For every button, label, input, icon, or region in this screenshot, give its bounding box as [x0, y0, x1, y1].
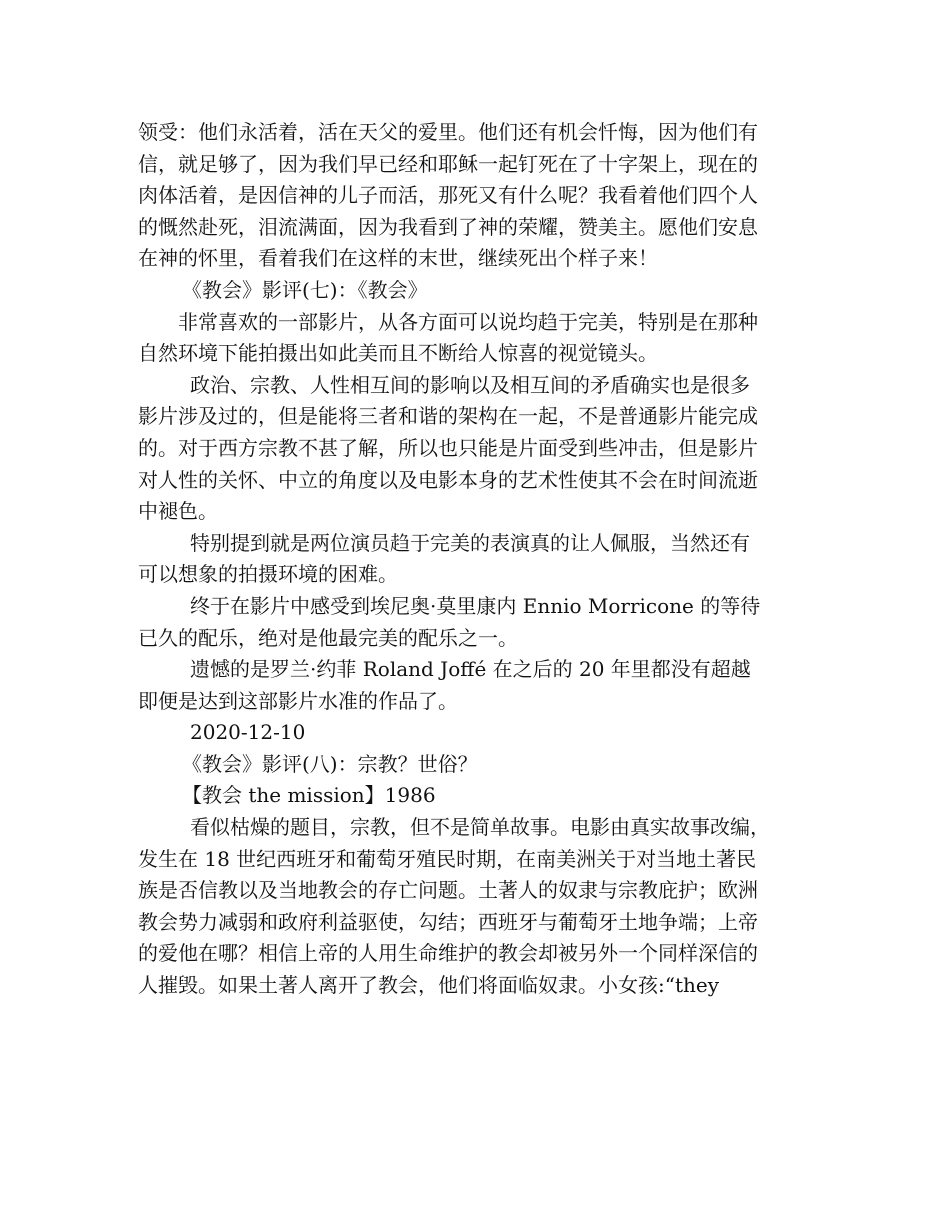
body-text-line: 的慨然赴死，泪流满面，因为我看到了神的荣耀，赞美主。愿他们安息	[138, 214, 758, 239]
body-text-line: 对人性的关怀、中立的角度以及电影本身的艺术性使其不会在时间流逝	[138, 467, 758, 492]
body-text-line: 非常喜欢的一部影片，从各方面可以说均趋于完美，特别是在那种	[178, 309, 758, 334]
film-title-line: 【教会 the mission】1986	[182, 783, 436, 808]
body-text-line: 信，就足够了，因为我们早已经和耶稣一起钉死在了十字架上，现在的	[138, 151, 758, 176]
body-text-line: 在神的怀里，看着我们在这样的末世，继续死出个样子来！	[138, 246, 658, 271]
body-text-line: 领受：他们永活着，活在天父的爱里。他们还有机会忏悔，因为他们有	[138, 120, 758, 144]
body-text-line: 看似枯燥的题目，宗教，但不是简单故事。电影由真实故事改编，	[190, 815, 770, 840]
body-text-line: 即便是达到这部影片水准的作品了。	[138, 688, 458, 713]
document-body	[138, 117, 828, 1002]
body-text-line: 终于在影片中感受到埃尼奥·莫里康内 Ennio Morricone 的等待	[190, 593, 761, 618]
body-text-line: 的爱他在哪？相信上帝的人用生命维护的教会却被另外一个同样深信的	[138, 941, 758, 966]
body-text-line: 可以想象的拍摄环境的困难。	[138, 562, 398, 587]
date-line: 2020-12-10	[190, 720, 306, 745]
body-text-line: 影片涉及过的，但是能将三者和谐的架构在一起，不是普通影片能完成	[138, 404, 758, 429]
body-text-line: 特别提到就是两位演员趋于完美的表演真的让人佩服，当然还有	[190, 530, 750, 555]
body-text-line: 自然环境下能拍摄出如此美而且不断给人惊喜的视觉镜头。	[138, 341, 658, 366]
body-text-line: 政治、宗教、人性相互间的影响以及相互间的矛盾确实也是很多	[190, 372, 750, 397]
body-text-line: 发生在 18 世纪西班牙和葡萄牙殖民时期，在南美洲关于对当地土著民	[138, 846, 757, 871]
body-text-line: 遗憾的是罗兰·约菲 Roland Joffé 在之后的 20 年里都没有超越	[190, 657, 751, 682]
body-text-line: 教会势力减弱和政府利益驱使，勾结；西班牙与葡萄牙土地争端；上帝	[138, 909, 758, 934]
body-text-line: 族是否信教以及当地教会的存亡问题。土著人的奴隶与宗教庇护；欧洲	[138, 878, 758, 903]
body-text-line: 人摧毁。如果土著人离开了教会，他们将面临奴隶。小女孩:“they	[138, 973, 720, 998]
section-heading-review-8: 《教会》影评(八)：宗教？世俗？	[182, 751, 478, 776]
body-text-line: 肉体活着，是因信神的儿子而活，那死又有什么呢？我看着他们四个人	[138, 183, 758, 208]
body-text-line: 的。对于西方宗教不甚了解，所以也只能是片面受到些冲击，但是影片	[138, 435, 758, 460]
body-text-line: 已久的配乐，绝对是他最完美的配乐之一。	[138, 625, 518, 650]
section-heading-review-7: 《教会》影评(七)：《教会》	[182, 277, 428, 302]
body-text-line: 中褪色。	[138, 499, 218, 524]
